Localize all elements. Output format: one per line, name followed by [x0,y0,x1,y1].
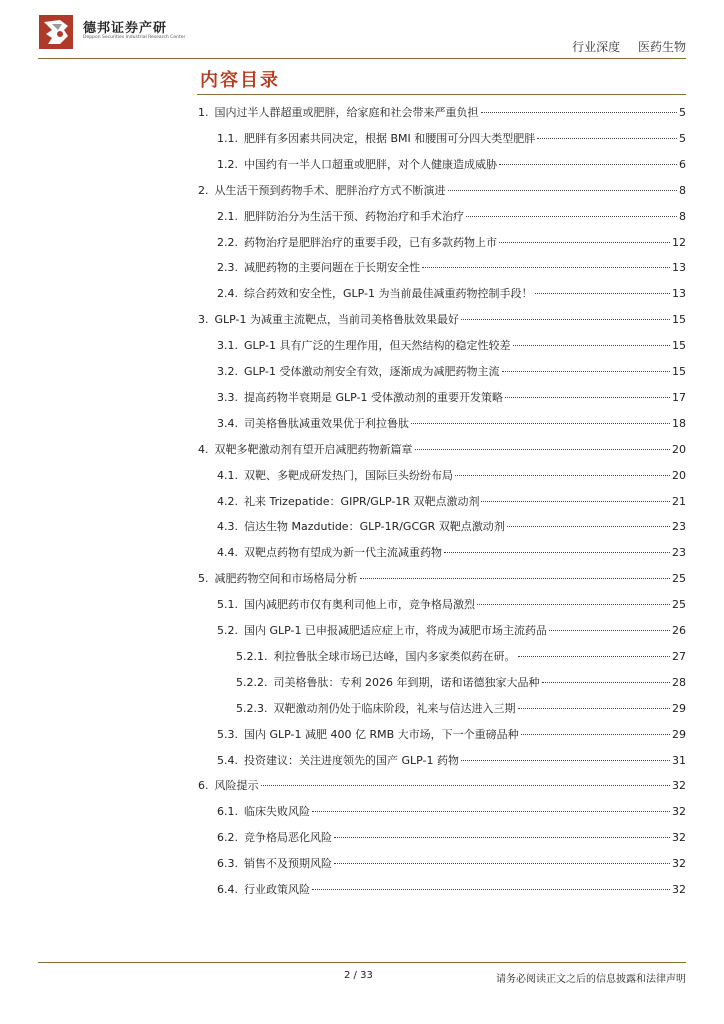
toc-dot-leader [537,138,677,139]
toc-entry-title: GLP-1 受体激动剂安全有效，逐渐成为减肥药物主流 [244,365,500,378]
toc-entry[interactable] [217,493,686,509]
toc-entry-page: 13 [672,261,686,274]
toc-entry[interactable] [198,311,686,327]
toc-entry-page: 32 [672,831,686,844]
toc-entry-title: 双靶点药物有望成为新一代主流减重药物 [244,546,442,559]
toc-entry[interactable] [217,208,686,224]
toc-entry-number: 5. [198,572,209,585]
brand-english-name: Deppon Securities Industrial Research Center [83,35,186,40]
toc-entry-title: 销售不及预期风险 [244,857,332,870]
toc-entry-page: 15 [672,313,686,326]
legal-disclaimer: 请务必阅读正文之后的信息披露和法律声明 [496,974,686,985]
toc-entry-number: 5.2.3. [236,702,268,715]
toc-entry-page: 32 [672,779,686,792]
toc-entry-number: 6.4. [217,883,238,896]
toc-entry-page: 18 [672,417,686,430]
toc-dot-leader [461,319,670,320]
toc-entry[interactable] [236,674,686,690]
toc-entry-title: 国内过半人群超重或肥胖，给家庭和社会带来严重负担 [214,106,479,119]
toc-entry-title: 国内减肥药市仅有奥利司他上市，竞争格局激烈 [244,598,475,611]
toc-entry[interactable] [217,855,686,871]
toc-dot-leader [499,164,677,165]
toc-dot-leader [477,604,670,605]
toc-entry-number: 2.1. [217,210,238,223]
toc-entry-title: 利拉鲁肽全球市场已达峰，国内多家类似药在研。 [273,650,516,663]
brand-name: 德邦证券产研 [83,21,168,36]
toc-entry-title: 综合药效和安全性，GLP-1 为当前最佳减重药物控制手段！ [244,287,533,300]
toc-entry[interactable] [236,700,686,716]
toc-dot-leader [312,811,670,812]
toc-entry-number: 3.2. [217,365,238,378]
toc-entry[interactable] [217,881,686,897]
toc-entry-title: 行业政策风险 [244,883,310,896]
toc-entry[interactable] [198,777,686,793]
toc-dot-leader [502,371,670,372]
toc-entry-title: 药物治疗是肥胖治疗的重要手段，已有多款药物上市 [244,236,497,249]
toc-entry-page: 6 [679,158,686,171]
toc-entry-number: 4.2. [217,495,238,508]
toc-dot-leader [411,423,670,424]
toc-dot-leader [499,242,670,243]
toc-entry[interactable] [217,829,686,845]
toc-entry-number: 6.2. [217,831,238,844]
toc-entry-title: 肥胖防治分为生活干预、药物治疗和手术治疗 [244,210,464,223]
toc-dot-leader [481,112,678,113]
toc-dot-leader [466,216,677,217]
toc-dot-leader [422,267,670,268]
toc-entry[interactable] [217,337,686,353]
toc-dot-leader [448,190,678,191]
toc-entry-number: 5.4. [217,754,238,767]
toc-dot-leader [535,293,670,294]
toc-entry-page: 23 [672,520,686,533]
toc-entry-page: 29 [672,702,686,715]
toc-entry-number: 4.4. [217,546,238,559]
toc-entry-page: 21 [672,495,686,508]
toc-entry[interactable] [217,752,686,768]
page-header [38,14,686,62]
toc-entry-number: 5.2. [217,624,238,637]
toc-entry[interactable] [217,803,686,819]
footer-divider [38,962,686,963]
toc-entry-page: 12 [672,236,686,249]
toc-entry-page: 32 [672,883,686,896]
toc-entry-page: 29 [672,728,686,741]
toc-entry-title: 投资建议：关注进度领先的国产 GLP-1 药物 [244,754,460,767]
toc-entry[interactable] [217,467,686,483]
toc-entry-page: 5 [679,132,686,145]
toc-dot-leader [334,837,670,838]
toc-entry[interactable] [217,234,686,250]
toc-entry-title: 风险提示 [214,779,259,792]
toc-entry-title: 双靶多靶激动剂有望开启减肥药物新篇章 [214,443,413,456]
toc-dot-leader [261,785,671,786]
toc-entry-page: 15 [672,339,686,352]
toc-entry-title: 双靶激动剂仍处于临床阶段，礼来与信达进入三期 [273,702,516,715]
toc-entry-title: 国内 GLP-1 已申报减肥适应症上市，将成为减肥市场主流药品 [244,624,548,637]
toc-dot-leader [360,578,671,579]
toc-entry-title: 临床失败风险 [244,805,310,818]
toc-entry-number: 3. [198,313,209,326]
toc-entry-page: 23 [672,546,686,559]
toc-entry-page: 17 [672,391,686,404]
toc-entry-number: 6.3. [217,857,238,870]
toc-dot-leader [312,889,670,890]
toc-dot-leader [334,863,670,864]
toc-entry-title: GLP-1 具有广泛的生理作用，但天然结构的稳定性较差 [244,339,511,352]
toc-entry-page: 32 [672,857,686,870]
toc-entry-title: 双靶、多靶成研发热门，国际巨头纷纷布局 [244,469,453,482]
toc-entry-number: 4.3. [217,520,238,533]
toc-entry-number: 4. [198,443,209,456]
toc-entry-number: 5.1. [217,598,238,611]
toc-entry-number: 1.2. [217,158,238,171]
toc-entry-page: 27 [672,650,686,663]
toc-entry[interactable] [217,389,686,405]
toc-entry[interactable] [217,415,686,431]
toc-entry-title: 竞争格局恶化风险 [244,831,332,844]
toc-entry-number: 3.3. [217,391,238,404]
toc-entry[interactable] [236,648,686,664]
toc-entry-page: 8 [679,184,686,197]
toc-entry-number: 5.2.1. [236,650,268,663]
toc-entry-number: 3.1. [217,339,238,352]
toc-dot-leader [455,475,670,476]
toc-entry[interactable] [217,156,686,172]
sector-tag: 医药生物 [637,40,686,54]
toc-entry-page: 20 [672,443,686,456]
toc-dot-leader [507,526,670,527]
toc-entry-title: 司美格鲁肽减重效果优于利拉鲁肽 [244,417,409,430]
toc-entry-page: 28 [672,676,686,689]
toc-entry-page: 31 [672,754,686,767]
toc-entry-page: 5 [679,106,686,119]
toc-entry-title: 礼来 Trizepatide：GIPR/GLP-1R 双靶点激动剂 [244,495,480,508]
header-tags [572,38,686,55]
header-divider [38,58,686,59]
toc-entry[interactable] [198,182,686,198]
deppon-logo-icon [38,14,74,50]
toc-entry[interactable] [217,596,686,612]
toc-entry-number: 2.4. [217,287,238,300]
toc-entry[interactable] [198,570,686,586]
toc-entry-page: 20 [672,469,686,482]
toc-entry-number: 1. [198,106,209,119]
toc-entry-title: 减肥药物的主要问题在于长期安全性 [244,261,420,274]
toc-entry-title: 中国约有一半人口超重或肥胖，对个人健康造成威胁 [244,158,497,171]
toc-entry-page: 25 [672,572,686,585]
toc-entry[interactable] [217,259,686,275]
toc-entry-title: 信达生物 Mazdutide：GLP-1R/GCGR 双靶点激动剂 [244,520,505,533]
toc-entry-number: 5.3. [217,728,238,741]
toc-entry-title: 提高药物半衰期是 GLP-1 受体激动剂的重要开发策略 [244,391,504,404]
toc-entry-number: 2.3. [217,261,238,274]
toc-entry[interactable] [217,726,686,742]
toc-entry-number: 6.1. [217,805,238,818]
toc-entry-page: 8 [679,210,686,223]
toc-entry[interactable] [217,518,686,534]
toc-entry-number: 4.1. [217,469,238,482]
toc-entry-title: 司美格鲁肽：专利 2026 年到期，诺和诺德独家大品种 [273,676,540,689]
toc-dot-leader [415,449,671,450]
toc-entry-number: 3.4. [217,417,238,430]
toc-entry-number: 6. [198,779,209,792]
toc-entry-number: 5.2.2. [236,676,268,689]
toc-entry-title: 从生活干预到药物手术、肥胖治疗方式不断演进 [214,184,446,197]
toc-entry[interactable] [217,130,686,146]
toc-entry-number: 2.2. [217,236,238,249]
toc-entry-title: 国内 GLP-1 减肥 400 亿 RMB 大市场，下一个重磅品种 [244,728,519,741]
toc-entry-number: 1.1. [217,132,238,145]
toc-entry[interactable] [198,104,686,120]
toc-entry[interactable] [217,285,686,301]
toc-entry-title: 肥胖有多因素共同决定，根据 BMI 和腰围可分四大类型肥胖 [244,132,536,145]
toc-entry-number: 2. [198,184,209,197]
toc-dot-leader [505,397,670,398]
toc-dot-leader [549,630,670,631]
toc-dot-leader [444,552,670,553]
toc-dot-leader [481,501,670,502]
toc-entry-title: GLP-1 为减重主流靶点，当前司美格鲁肽效果最好 [214,313,460,326]
toc-dot-leader [518,708,671,709]
toc-entry-page: 26 [672,624,686,637]
toc-entry[interactable] [217,544,686,560]
report-type-tag: 行业深度 [572,40,621,54]
toc-dot-leader [461,760,670,761]
toc-title-divider [197,94,686,95]
toc-entry[interactable] [217,363,686,379]
toc-entry-title: 减肥药物空间和市场格局分析 [214,572,358,585]
toc-title: 内容目录 [200,70,280,91]
page-number: 2 / 33 [344,970,373,981]
toc-entry-page: 15 [672,365,686,378]
toc-dot-leader [542,682,671,683]
toc-entry-page: 13 [672,287,686,300]
toc-dot-leader [513,345,670,346]
toc-entry-page: 25 [672,598,686,611]
toc-dot-leader [521,734,670,735]
toc-entry-page: 32 [672,805,686,818]
toc-dot-leader [518,656,671,657]
toc-entry[interactable] [198,441,686,457]
toc-entry[interactable] [217,622,686,638]
